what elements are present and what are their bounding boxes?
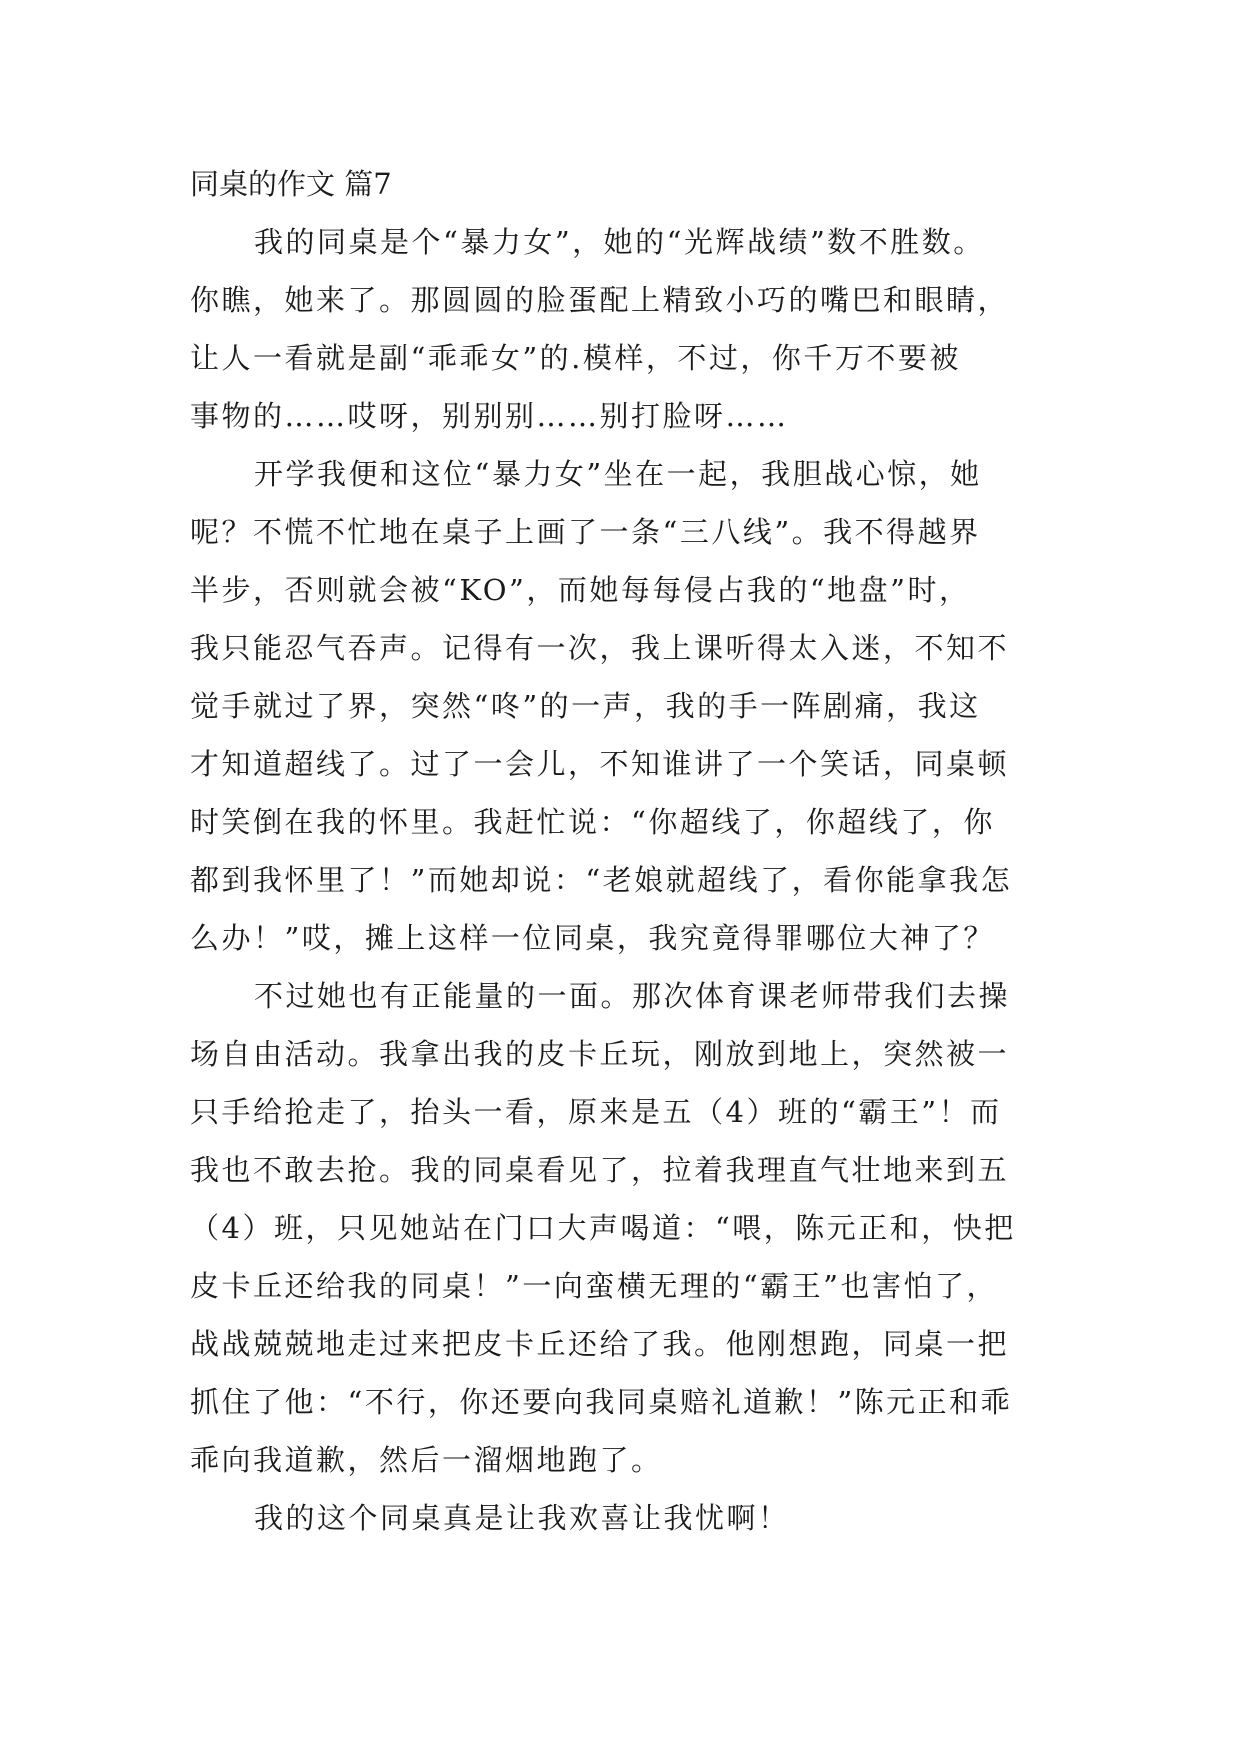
document-page — [190, 163, 1070, 1547]
paragraph-line: 事物的……哎呀，别别别……别打脸呀…… — [190, 399, 789, 433]
paragraph-line: 半步，否则就会被“KO”，而她每每侵占我的“地盘”时， — [190, 573, 971, 607]
paragraph-line: （4）班，只见她站在门口大声喝道：“喂，陈元正和，快把 — [190, 1211, 1016, 1245]
paragraph-line: 只手给抢走了，抬头一看，原来是五（4）班的“霸王”！而 — [190, 1095, 1002, 1129]
paragraph-line: 乖向我道歉，然后一溜烟地跑了。 — [190, 1443, 663, 1477]
paragraph-2 — [190, 445, 1070, 967]
paragraph-1 — [190, 213, 1070, 445]
paragraph-line: 呢？不慌不忙地在桌子上画了一条“三八线”。我不得越界 — [190, 515, 981, 549]
paragraph-line: 抓住了他：“不行，你还要向我同桌赔礼道歉！”陈元正和乖 — [190, 1385, 1013, 1419]
paragraph-line: 我也不敢去抢。我的同桌看见了，拉着我理直气壮地来到五 — [190, 1153, 1010, 1187]
paragraph-line: 让人一看就是副“乖乖女”的.模样，不过，你千万不要被 — [190, 341, 961, 375]
paragraph-line: 你瞧，她来了。那圆圆的脸蛋配上精致小巧的嘴巴和眼睛， — [190, 283, 1010, 317]
document-title: 同桌的作文 篇7 — [190, 167, 392, 201]
paragraph-line: 都到我怀里了！”而她却说：“老娘就超线了，看你能拿我怎 — [190, 863, 1013, 897]
paragraph-line: 皮卡丘还给我的同桌！”一向蛮横无理的“霸王”也害怕了， — [190, 1269, 998, 1303]
paragraph-line: 么办！”哎，摊上这样一位同桌，我究竟得罪哪位大神了？ — [190, 921, 995, 955]
paragraph-line: 才知道超线了。过了一会儿，不知谁讲了一个笑话，同桌顿 — [190, 747, 1010, 781]
paragraph-4 — [190, 1489, 1070, 1547]
paragraph-line: 我的同桌是个“暴力女”，她的“光辉战绩”数不胜数。 — [254, 225, 985, 259]
paragraph-line: 时笑倒在我的怀里。我赶忙说：“你超线了，你超线了，你 — [190, 805, 995, 839]
paragraph-line: 觉手就过了界，突然“咚”的一声，我的手一阵剧痛，我这 — [190, 689, 981, 723]
paragraph-line: 开学我便和这位“暴力女”坐在一起，我胆战心惊，她 — [254, 457, 982, 491]
paragraph-line: 战战兢兢地走过来把皮卡丘还给了我。他刚想跑，同桌一把 — [190, 1327, 1010, 1361]
paragraph-line: 我的这个同桌真是让我欢喜让我忧啊！ — [254, 1501, 790, 1535]
paragraph-line: 场自由活动。我拿出我的皮卡丘玩，刚放到地上，突然被一 — [190, 1037, 1010, 1071]
paragraph-3 — [190, 967, 1070, 1489]
paragraph-line: 我只能忍气吞声。记得有一次，我上课听得太入迷，不知不 — [190, 631, 1010, 665]
paragraph-line: 不过她也有正能量的一面。那次体育课老师带我们去操 — [254, 979, 1011, 1013]
